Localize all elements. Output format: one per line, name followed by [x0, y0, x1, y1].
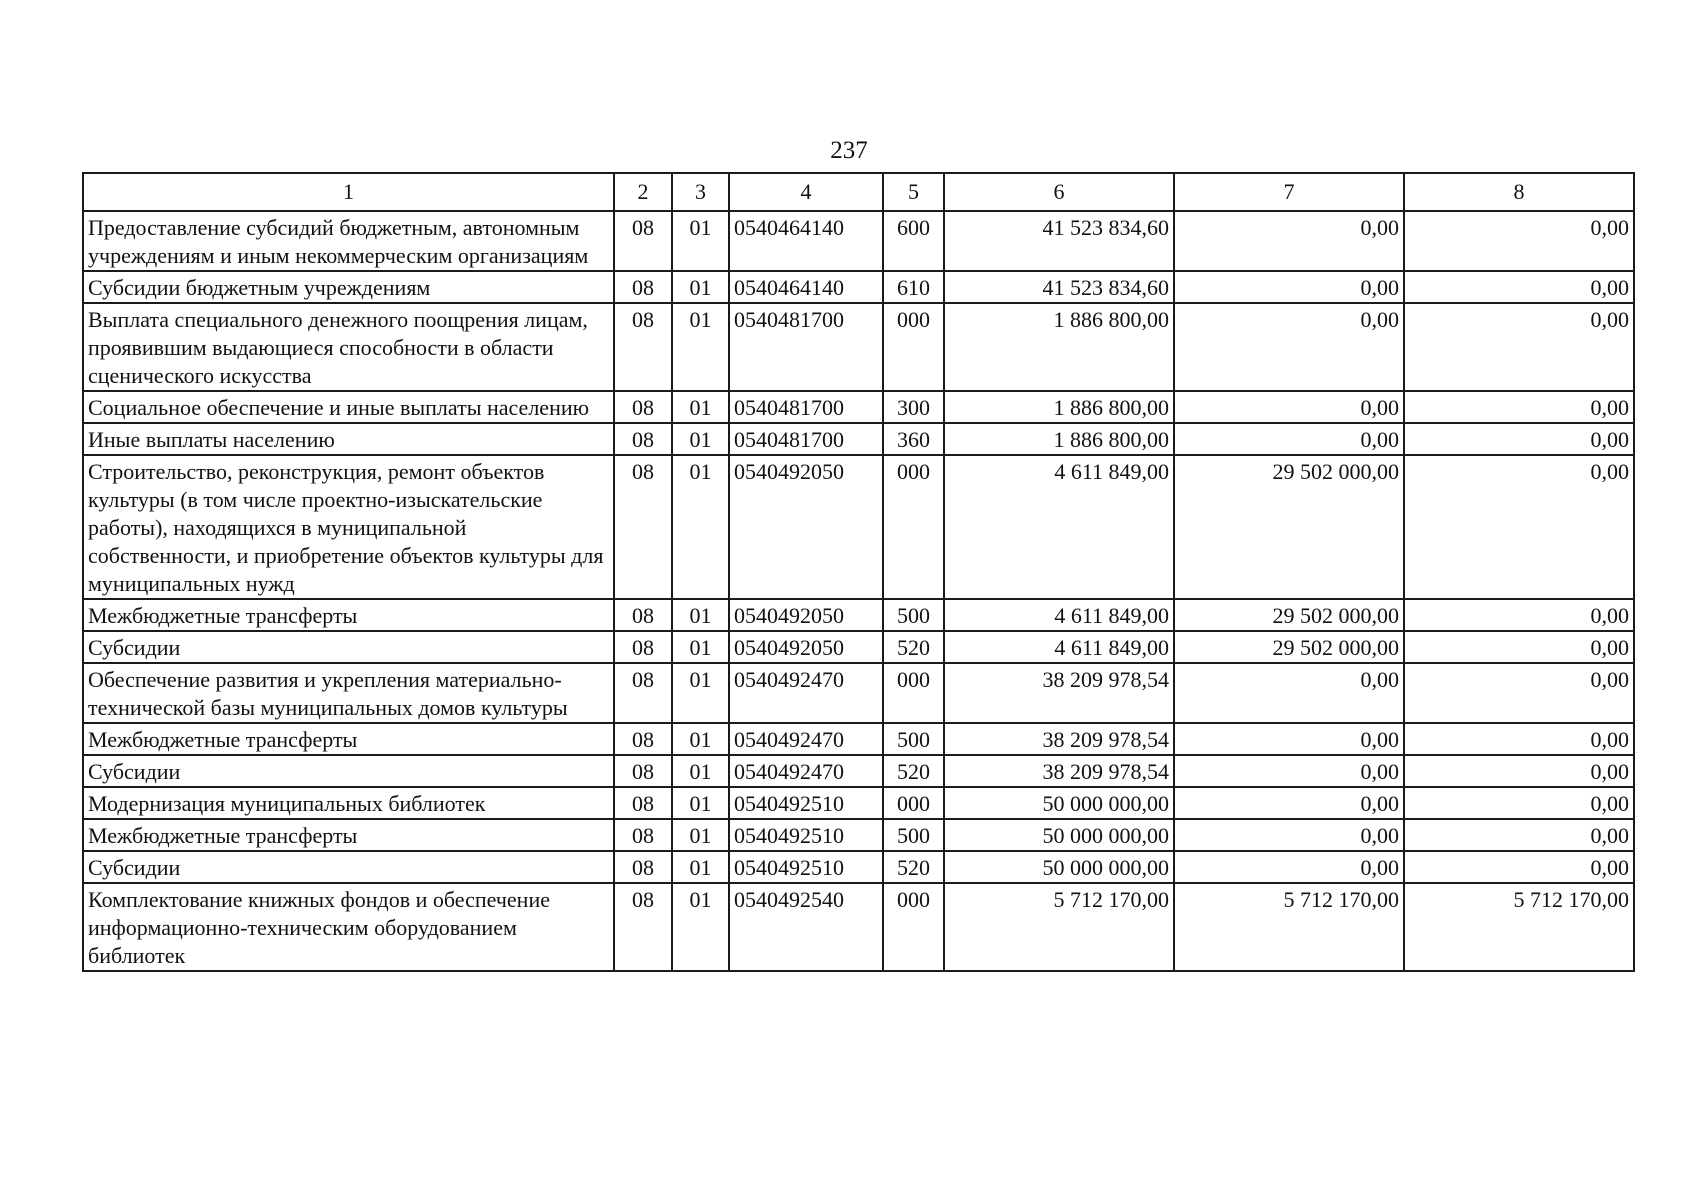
amount-col6: 38 209 978,54 [944, 755, 1174, 787]
amount-col6: 4 611 849,00 [944, 599, 1174, 631]
row-name: Предоставление субсидий бюджетным, автономным учреждениям и иным некоммерческим организациям [83, 211, 614, 271]
row-name: Модернизация муниципальных библиотек [83, 787, 614, 819]
section-code: 08 [614, 883, 672, 971]
amount-col6: 1 886 800,00 [944, 303, 1174, 391]
table-row [83, 423, 1634, 455]
amount-col8: 0,00 [1404, 455, 1634, 599]
target-article-code: 0540492470 [729, 723, 883, 755]
table-row [83, 883, 1634, 971]
expense-type-code: 000 [883, 455, 944, 599]
row-name: Социальное обеспечение и иные выплаты населению [83, 391, 614, 423]
subsection-code: 01 [672, 455, 729, 599]
expense-type-code: 000 [883, 883, 944, 971]
subsection-code: 01 [672, 271, 729, 303]
section-code: 08 [614, 851, 672, 883]
subsection-code: 01 [672, 883, 729, 971]
row-name: Субсидии [83, 631, 614, 663]
amount-col6: 4 611 849,00 [944, 631, 1174, 663]
table-row [83, 819, 1634, 851]
row-name: Обеспечение развития и укрепления материально-технической базы муниципальных домов культуры [83, 663, 614, 723]
expense-type-code: 360 [883, 423, 944, 455]
expense-type-code: 500 [883, 723, 944, 755]
section-code: 08 [614, 211, 672, 271]
amount-col7: 0,00 [1174, 271, 1404, 303]
amount-col8: 0,00 [1404, 819, 1634, 851]
expense-type-code: 500 [883, 599, 944, 631]
column-header: 2 [614, 173, 672, 211]
amount-col7: 0,00 [1174, 755, 1404, 787]
amount-col8: 0,00 [1404, 851, 1634, 883]
amount-col8: 0,00 [1404, 271, 1634, 303]
row-name: Строительство, реконструкция, ремонт объектов культуры (в том числе проектно-изыскательские работы), находящихся в муниципальной собственности, и приобретение объектов культуры для муниципальных нужд [83, 455, 614, 599]
column-header: 7 [1174, 173, 1404, 211]
table-row [83, 787, 1634, 819]
amount-col7: 5 712 170,00 [1174, 883, 1404, 971]
target-article-code: 0540492510 [729, 787, 883, 819]
amount-col7: 0,00 [1174, 787, 1404, 819]
row-name: Субсидии [83, 755, 614, 787]
column-number-row [83, 173, 1634, 211]
column-header: 3 [672, 173, 729, 211]
column-header: 4 [729, 173, 883, 211]
column-header: 8 [1404, 173, 1634, 211]
target-article-code: 0540492540 [729, 883, 883, 971]
subsection-code: 01 [672, 787, 729, 819]
row-name: Межбюджетные трансферты [83, 599, 614, 631]
subsection-code: 01 [672, 303, 729, 391]
amount-col6: 50 000 000,00 [944, 819, 1174, 851]
expense-type-code: 600 [883, 211, 944, 271]
expense-type-code: 520 [883, 755, 944, 787]
target-article-code: 0540492510 [729, 819, 883, 851]
table-row [83, 455, 1634, 599]
expense-type-code: 520 [883, 631, 944, 663]
table-row [83, 851, 1634, 883]
amount-col6: 1 886 800,00 [944, 391, 1174, 423]
amount-col7: 0,00 [1174, 211, 1404, 271]
table-row [83, 599, 1634, 631]
amount-col7: 29 502 000,00 [1174, 599, 1404, 631]
section-code: 08 [614, 423, 672, 455]
column-header: 5 [883, 173, 944, 211]
amount-col7: 0,00 [1174, 723, 1404, 755]
amount-col6: 38 209 978,54 [944, 663, 1174, 723]
expense-type-code: 300 [883, 391, 944, 423]
expense-type-code: 000 [883, 663, 944, 723]
amount-col8: 0,00 [1404, 303, 1634, 391]
expense-type-code: 500 [883, 819, 944, 851]
target-article-code: 0540492510 [729, 851, 883, 883]
table-row [83, 755, 1634, 787]
subsection-code: 01 [672, 423, 729, 455]
subsection-code: 01 [672, 391, 729, 423]
amount-col8: 0,00 [1404, 663, 1634, 723]
row-name: Межбюджетные трансферты [83, 723, 614, 755]
target-article-code: 0540481700 [729, 303, 883, 391]
amount-col8: 0,00 [1404, 631, 1634, 663]
section-code: 08 [614, 723, 672, 755]
subsection-code: 01 [672, 723, 729, 755]
subsection-code: 01 [672, 755, 729, 787]
amount-col7: 0,00 [1174, 663, 1404, 723]
amount-col8: 5 712 170,00 [1404, 883, 1634, 971]
section-code: 08 [614, 631, 672, 663]
table-row [83, 663, 1634, 723]
amount-col8: 0,00 [1404, 391, 1634, 423]
budget-table [82, 172, 1635, 972]
section-code: 08 [614, 819, 672, 851]
column-header: 1 [83, 173, 614, 211]
target-article-code: 0540464140 [729, 211, 883, 271]
amount-col7: 0,00 [1174, 851, 1404, 883]
expense-type-code: 000 [883, 303, 944, 391]
amount-col7: 0,00 [1174, 819, 1404, 851]
section-code: 08 [614, 663, 672, 723]
section-code: 08 [614, 599, 672, 631]
section-code: 08 [614, 391, 672, 423]
subsection-code: 01 [672, 851, 729, 883]
row-name: Субсидии бюджетным учреждениям [83, 271, 614, 303]
section-code: 08 [614, 271, 672, 303]
target-article-code: 0540492050 [729, 599, 883, 631]
row-name: Иные выплаты населению [83, 423, 614, 455]
row-name: Комплектование книжных фондов и обеспечение информационно-техническим оборудованием библиотек [83, 883, 614, 971]
target-article-code: 0540464140 [729, 271, 883, 303]
amount-col6: 1 886 800,00 [944, 423, 1174, 455]
subsection-code: 01 [672, 631, 729, 663]
subsection-code: 01 [672, 819, 729, 851]
amount-col7: 29 502 000,00 [1174, 631, 1404, 663]
table-row [83, 211, 1634, 271]
amount-col6: 5 712 170,00 [944, 883, 1174, 971]
amount-col6: 50 000 000,00 [944, 851, 1174, 883]
expense-type-code: 000 [883, 787, 944, 819]
amount-col6: 41 523 834,60 [944, 211, 1174, 271]
amount-col8: 0,00 [1404, 755, 1634, 787]
target-article-code: 0540492470 [729, 755, 883, 787]
amount-col7: 0,00 [1174, 423, 1404, 455]
amount-col8: 0,00 [1404, 787, 1634, 819]
table-row [83, 391, 1634, 423]
subsection-code: 01 [672, 599, 729, 631]
amount-col8: 0,00 [1404, 211, 1634, 271]
amount-col8: 0,00 [1404, 599, 1634, 631]
table-row [83, 303, 1634, 391]
amount-col7: 29 502 000,00 [1174, 455, 1404, 599]
amount-col7: 0,00 [1174, 391, 1404, 423]
table-row [83, 271, 1634, 303]
target-article-code: 0540492470 [729, 663, 883, 723]
section-code: 08 [614, 455, 672, 599]
amount-col8: 0,00 [1404, 723, 1634, 755]
row-name: Субсидии [83, 851, 614, 883]
amount-col7: 0,00 [1174, 303, 1404, 391]
page-number: 237 [830, 137, 868, 164]
column-header: 6 [944, 173, 1174, 211]
target-article-code: 0540481700 [729, 423, 883, 455]
target-article-code: 0540492050 [729, 455, 883, 599]
amount-col6: 4 611 849,00 [944, 455, 1174, 599]
subsection-code: 01 [672, 663, 729, 723]
expense-type-code: 520 [883, 851, 944, 883]
row-name: Выплата специального денежного поощрения лицам, проявившим выдающиеся способности в области сценического искусства [83, 303, 614, 391]
amount-col8: 0,00 [1404, 423, 1634, 455]
table-row [83, 631, 1634, 663]
table-row [83, 723, 1634, 755]
section-code: 08 [614, 303, 672, 391]
expense-type-code: 610 [883, 271, 944, 303]
subsection-code: 01 [672, 211, 729, 271]
target-article-code: 0540492050 [729, 631, 883, 663]
section-code: 08 [614, 755, 672, 787]
amount-col6: 38 209 978,54 [944, 723, 1174, 755]
amount-col6: 41 523 834,60 [944, 271, 1174, 303]
section-code: 08 [614, 787, 672, 819]
amount-col6: 50 000 000,00 [944, 787, 1174, 819]
row-name: Межбюджетные трансферты [83, 819, 614, 851]
target-article-code: 0540481700 [729, 391, 883, 423]
